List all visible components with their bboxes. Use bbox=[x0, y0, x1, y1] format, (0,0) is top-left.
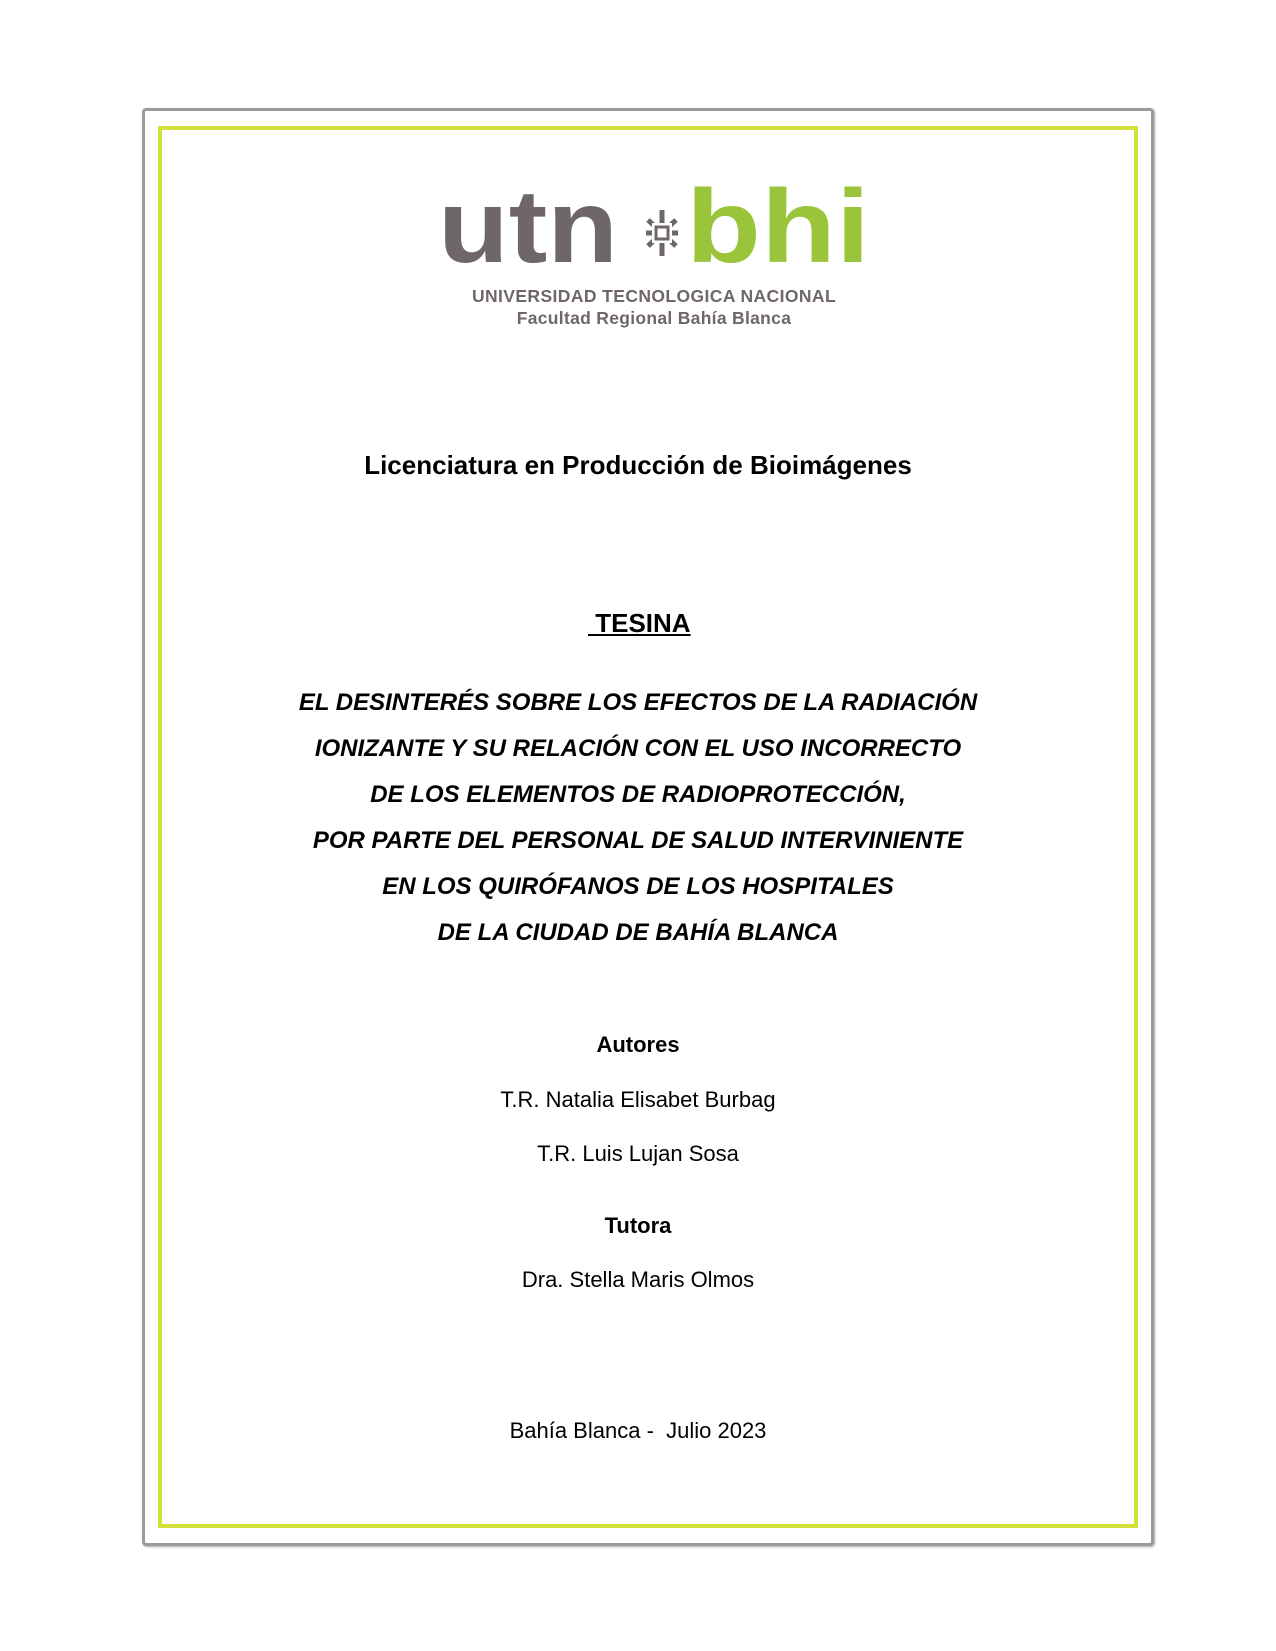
tutor-heading: Tutora bbox=[604, 1213, 672, 1238]
thesis-title-line: IONIZANTE Y SU RELACIÓN CON EL USO INCORRECTO bbox=[314, 735, 962, 762]
logo-bhi-text: bhi bbox=[686, 180, 870, 284]
thesis-title-line: EN LOS QUIRÓFANOS DE LOS HOSPITALES bbox=[382, 873, 894, 900]
document-type: TESINA bbox=[588, 608, 691, 638]
utn-bhi-logo-mark bbox=[436, 180, 872, 284]
logo-faculty-name: Facultad Regional Bahía Blanca bbox=[516, 308, 792, 328]
tutor-name: Dra. Stella Maris Olmos bbox=[521, 1267, 755, 1292]
logo-utn-text: utn bbox=[438, 180, 618, 284]
thesis-title-line: DE LA CIUDAD DE BAHÍA BLANCA bbox=[437, 919, 839, 946]
logo-institution-name: UNIVERSIDAD TECNOLOGICA NACIONAL bbox=[471, 286, 837, 306]
author-name: T.R. Luis Lujan Sosa bbox=[537, 1141, 739, 1166]
authors-heading: Autores bbox=[596, 1032, 680, 1057]
author-name: T.R. Natalia Elisabet Burbag bbox=[500, 1087, 776, 1112]
thesis-title-line: EL DESINTERÉS SOBRE LOS EFECTOS DE LA RADIACIÓN bbox=[298, 689, 978, 716]
thesis-title-line: POR PARTE DEL PERSONAL DE SALUD INTERVINIENTE bbox=[312, 827, 964, 854]
utn-emblem-icon bbox=[642, 204, 682, 262]
thesis-title bbox=[158, 680, 1118, 956]
university-logo bbox=[436, 180, 872, 340]
degree-program: Licenciatura en Producción de Bioimágenes bbox=[364, 450, 912, 480]
place-and-date: Bahía Blanca - Julio 2023 bbox=[509, 1418, 767, 1443]
thesis-title-line: DE LOS ELEMENTOS DE RADIOPROTECCIÓN, bbox=[370, 781, 906, 808]
